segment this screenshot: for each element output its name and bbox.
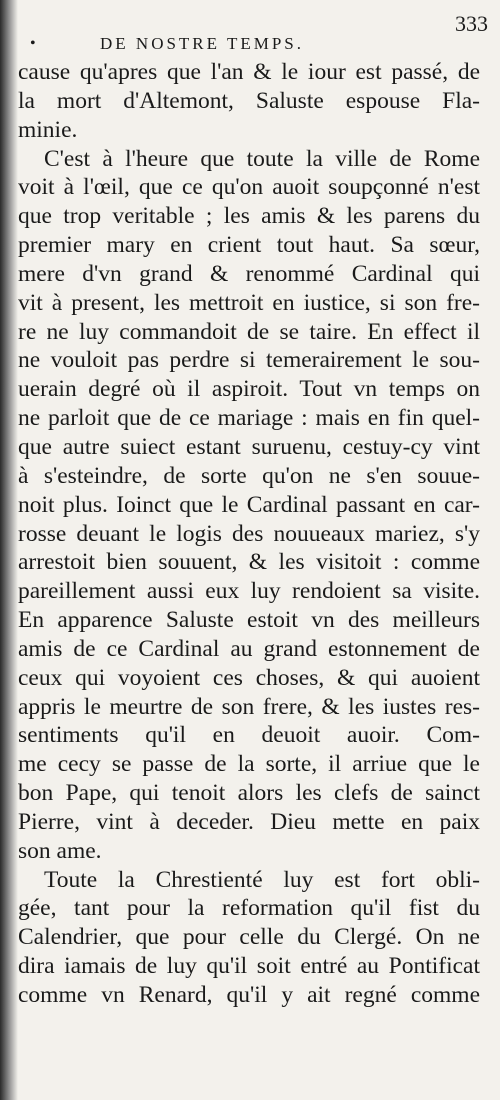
- text-line: sentiments qu'il en deuoit auoir. Com-: [18, 722, 480, 749]
- text-line: ceux qui voyoient ces choses, & qui auoient: [18, 664, 480, 691]
- text-line: son ame.: [18, 837, 102, 864]
- text-line: vit à present, les mettroit en iustice, si son fre-: [18, 289, 480, 316]
- text-line: bon Pape, qui tenoit alors les clefs de sainct: [18, 780, 480, 807]
- paragraph-1: [18, 58, 480, 145]
- text-line: premier mary en crient tout haut. Sa sœur,: [18, 232, 480, 259]
- text-line: Pierre, vint à deceder. Dieu mette en paix: [18, 808, 480, 835]
- text-line: à s'esteindre, de sorte qu'on ne s'en souue-: [18, 462, 480, 489]
- text-line: me cecy se passe de la sorte, il arriue que le: [18, 751, 480, 778]
- paragraph-2: [18, 145, 480, 866]
- running-header: [20, 8, 490, 53]
- page-number: 333: [455, 11, 488, 36]
- text-line: minie.: [18, 116, 78, 143]
- ornament-mark: •: [30, 35, 36, 52]
- gutter-shadow: [0, 0, 18, 1100]
- text-line: la mort d'Altemont, Saluste espouse Fla-: [18, 87, 480, 114]
- text-line: amis de ce Cardinal au grand estonnement de: [18, 635, 480, 662]
- running-title: DE NOSTRE TEMPS.: [100, 34, 305, 53]
- text-line: Calendrier, que pour celle du Clergé. On ne: [18, 924, 480, 951]
- text-line: Toute la Chrestienté luy est fort obli-: [44, 866, 480, 893]
- text-line: gée, tant pour la reformation qu'il fist du: [18, 895, 480, 922]
- text-line: ne parloit que de ce mariage : mais en fin quel-: [18, 405, 480, 432]
- text-line: que trop veritable ; les amis & les parens du: [18, 203, 480, 230]
- text-line: re ne luy commandoit de se taire. En effect il: [18, 318, 480, 345]
- text-line: noit plus. Ioinct que le Cardinal passant en car-: [18, 491, 480, 518]
- text-line: C'est à l'heure que toute la ville de Rome: [44, 145, 480, 172]
- text-line: appris le meurtre de son frere, & les iustes res-: [18, 693, 480, 720]
- text-line: ne vouloit pas perdre si temerairement le sou-: [18, 347, 480, 374]
- text-line: voit à l'œil, que ce qu'on auoit soupçonné n'est: [18, 174, 480, 201]
- text-line: que autre suiect estant suruenu, cestuy-cy vint: [18, 433, 480, 460]
- text-line: uerain degré où il aspiroit. Tout vn temps on: [18, 376, 480, 403]
- text-line: dira iamais de luy qu'il soit entré au Pontificat: [18, 953, 480, 980]
- text-line: comme vn Renard, qu'il y ait regné comme: [18, 982, 480, 1008]
- text-line: pareillement aussi eux luy rendoient sa visite.: [18, 578, 480, 605]
- text-line: mere d'vn grand & renommé Cardinal qui: [18, 260, 480, 287]
- paragraph-3: [18, 866, 480, 1010]
- text-line: En apparence Saluste estoit vn des meilleurs: [18, 607, 480, 634]
- text-line: arrestoit bien souuent, & les visitoit : comme: [18, 549, 480, 576]
- text-line: cause qu'apres que l'an & le iour est passé, de: [18, 59, 480, 85]
- text-line: rosse deuant le logis des nouueaux mariez, s'y: [18, 520, 480, 547]
- body-text: [18, 58, 480, 1010]
